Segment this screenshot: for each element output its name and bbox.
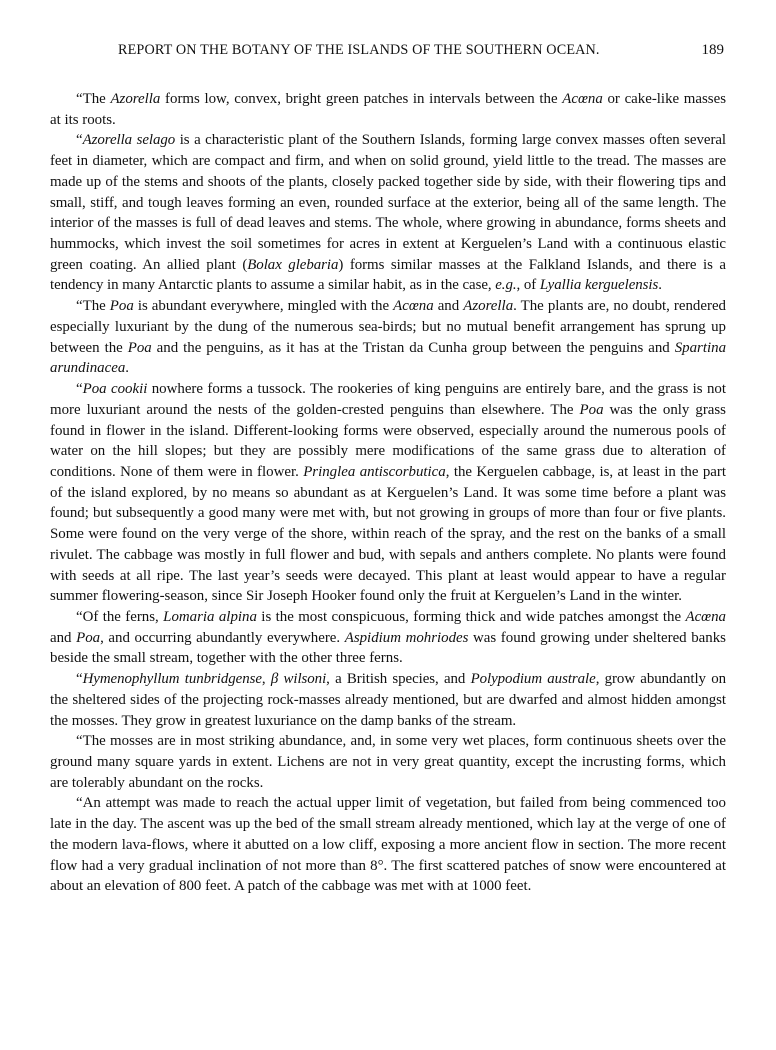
text-run: and — [50, 629, 77, 646]
running-header — [118, 42, 724, 64]
italic-run: Poa cookii — [82, 381, 148, 398]
text-run: “ — [76, 132, 83, 149]
text-run: , and occurring abundantly everywhere. — [100, 629, 345, 646]
italic-run: Poa — [76, 629, 101, 646]
text-run: “The mosses are in most striking abundance, and, in some very wet places, form continuous sheets over the ground many square yards in extent. Lichens are not in very great quantity, except the incrusting forms, which are tolerably abundant on the rocks. — [50, 733, 726, 791]
paragraph-ferns — [50, 607, 726, 669]
italic-run: Aspidium mohriodes — [344, 629, 469, 646]
italic-run: Spartina arundinacea — [50, 339, 727, 377]
italic-run: Poa — [109, 298, 134, 315]
text-run: “ — [76, 671, 83, 688]
italic-run: Acœna — [562, 91, 603, 107]
italic-run: Bolax glebaria — [247, 256, 339, 273]
text-run: and — [433, 298, 464, 315]
text-run: “Of the ferns, — [76, 608, 164, 625]
italic-run: Azorella selago — [82, 132, 176, 149]
text-run: is the most conspicuous, forming thick and wide patches amongst the — [256, 608, 686, 625]
paragraph-azorella-selago — [50, 130, 726, 296]
italic-run: Poa — [127, 339, 152, 356]
paragraph-upper-limit — [50, 793, 726, 897]
paragraph-hymenophyllum — [50, 669, 726, 731]
text-run: , grow abundantly on the sheltered sides of the projecting rock-masses already mentioned, but are dwarfed and almost hidden amongst the mosses. They grow in greatest luxuriance on the damp banks of the stream. — [50, 671, 726, 729]
italic-run: Acœna — [685, 608, 726, 625]
text-run: nowhere forms a tussock. The rookeries of king penguins are entirely bare, and the grass is not more luxuriant around the nests of the golden-crested penguins than elsewhere. The — [50, 381, 726, 418]
italic-run: Azorella — [110, 91, 161, 107]
italic-run: Lyallia kerguelensis — [539, 277, 659, 294]
text-run: and the penguins, as it has at the Tristan da Cunha group between the penguins and — [151, 339, 675, 356]
text-run: was found growing under sheltered banks beside the small stream, together with the other three ferns. — [50, 629, 726, 667]
paragraph-poa-cookii — [50, 379, 726, 607]
italic-run: Hymenophyllum tunbridgense — [82, 671, 262, 688]
italic-run: Polypodium australe — [470, 671, 596, 688]
text-run: “The — [76, 91, 111, 107]
italic-run: β wilsoni — [270, 671, 327, 688]
body-text — [50, 89, 726, 897]
text-run: , a British species, and — [326, 671, 471, 688]
text-run: ) forms similar masses at the Falkland Islands, and there is a tendency in many Antarctic plants to assume a similar habit, as in the case, — [50, 256, 726, 294]
paragraph-azorella-patches — [50, 89, 726, 130]
text-run: , — [261, 671, 271, 688]
italic-run: e.g. — [495, 277, 517, 294]
text-run: . — [125, 360, 130, 377]
text-run: , of — [516, 277, 540, 294]
italic-run: Poa — [579, 401, 604, 418]
text-run: , the Kerguelen cabbage, is, at least in the part of the island explored, by no means so abundant as at Kerguelen’s Land. It was some time before a plant was found; but subsequently a good many were met with, but not growing in groups of more than four or five plants. Some were found on the very verge of the shore, within reach of the spray, and the rest on the banks of a small rivulet. The cabbage was mostly in full flower and bud, with sepals and anthers complete. No plants were found with seeds at all ripe. The last year’s seeds were decayed. This plant at least would appear to have a regular summer flowering-season, since Sir Joseph Hooker found only the fruit at Kerguelen’s Land in the winter. — [50, 463, 726, 605]
text-run: “The — [76, 298, 110, 315]
paragraph-mosses — [50, 731, 726, 793]
text-run: . The plants are, no doubt, rendered especially luxuriant by the dung of the numerous sea-birds; but no mutual benefit arrangement has sprung up between the — [50, 298, 726, 356]
italic-run: Acœna — [393, 298, 434, 315]
text-run: or cake-like masses at its roots. — [50, 91, 726, 128]
text-run: “ — [76, 381, 83, 398]
text-run: forms low, convex, bright green patches in intervals between the — [160, 91, 563, 107]
text-run: . — [658, 277, 662, 294]
page-number: 189 — [701, 42, 724, 58]
text-run: is abundant everywhere, mingled with the — [133, 298, 394, 315]
italic-run: Pringlea antiscorbutica — [303, 463, 446, 480]
running-head-title: REPORT ON THE BOTANY OF THE ISLANDS OF THE SOUTHERN OCEAN. — [118, 42, 600, 58]
text-run: was the only grass found in flower in the island. Different-looking forms were observed, especially around the numerous pools of water on the hill slopes; but they are possibly mere modifications of the same grass due to alteration of conditions. None of them were in flower. — [50, 401, 726, 480]
paragraph-poa-abundant — [50, 296, 726, 379]
text-run: is a characteristic plant of the Southern Islands, forming large convex masses often several feet in diameter, which are compact and firm, and when on solid ground, yield little to the tread. The masses are made up of the stems and shoots of the plants, closely packed together side by side, with their flowering tips and small, stiff, and tough leaves forming an even, rounded surface at the exterior, being all of the same length. The interior of the masses is full of dead leaves and stems. The whole, where growing in abundance, forms sheets and hummocks, which invest the soil sometimes for acres in extent at Kerguelen’s Land with a continuous elastic green coating. An allied plant ( — [50, 132, 726, 273]
text-run: “An attempt was made to reach the actual upper limit of vegetation, but failed from being commenced too late in the day. The ascent was up the bed of the small stream already mentioned, which lay at the verge of one of the modern lava-flows, where it abutted on a low cliff, exposing a more ancient flow in section. The more recent flow had a very gradual inclination of not more than 8°. The first scattered patches of snow were encountered at about an elevation of 800 feet. A patch of the cabbage was met with at 1000 feet. — [50, 795, 726, 895]
italic-run: Azorella — [463, 298, 514, 315]
italic-run: Lomaria alpina — [163, 608, 257, 625]
